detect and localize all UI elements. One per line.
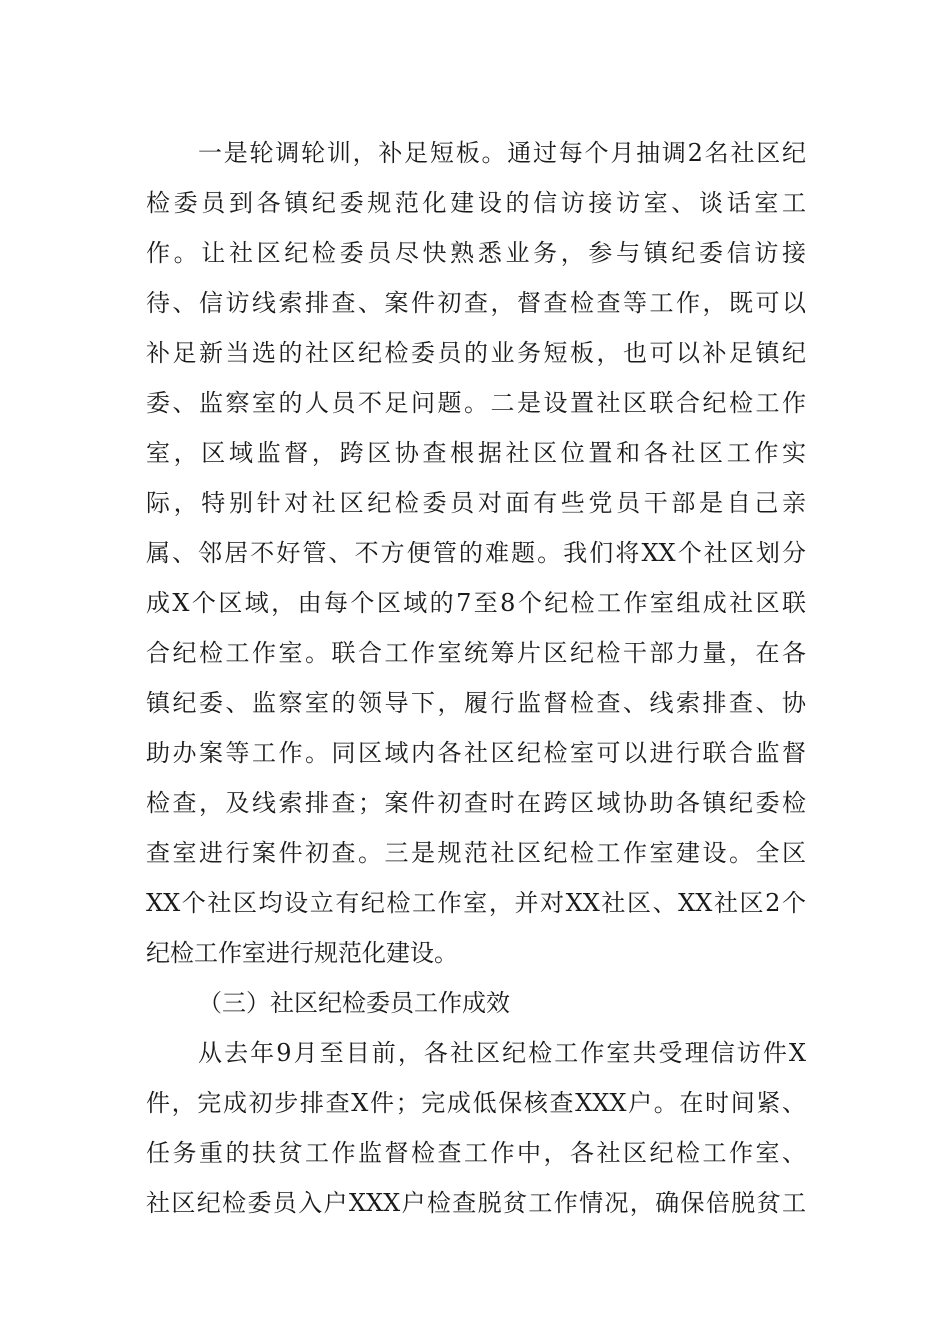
paragraph-1-line: 际，特别针对社区纪检委员对面有些党员干部是自己亲 (146, 489, 806, 517)
paragraph-1-line: 检查，及线索排查；案件初查时在跨区域协助各镇纪委检 (146, 789, 806, 817)
paragraph-1-line: 查室进行案件初查。三是规范社区纪检工作室建设。全区 (146, 839, 806, 867)
paragraph-1-line: 成X个区域，由每个区域的7至8个纪检工作室组成社区联 (146, 589, 806, 617)
paragraph-1-line: 委、监察室的人员不足问题。二是设置社区联合纪检工作 (146, 389, 806, 417)
paragraph-1-line: 补足新当选的社区纪检委员的业务短板，也可以补足镇纪 (146, 339, 806, 367)
paragraph-2-line: 任务重的扶贫工作监督检查工作中，各社区纪检工作室、 (146, 1139, 806, 1167)
paragraph-1-line: 待、信访线索排查、案件初查，督查检查等工作，既可以 (146, 289, 806, 317)
paragraph-1-line: XX个社区均设立有纪检工作室，并对XX社区、XX社区2个 (146, 889, 806, 917)
paragraph-2-line: 社区纪检委员入户XXX户检查脱贫工作情况，确保倍脱贫工 (146, 1189, 806, 1217)
paragraph-2-line: 件，完成初步排查X件；完成低保核查XXX户。在时间紧、 (146, 1089, 806, 1117)
paragraph-2-line: 从去年9月至目前，各社区纪检工作室共受理信访件X (198, 1039, 806, 1067)
paragraph-1-line: 作。让社区纪检委员尽快熟悉业务，参与镇纪委信访接 (146, 239, 806, 267)
paragraph-1-line: 室，区域监督，跨区协查根据社区位置和各社区工作实 (146, 439, 806, 467)
paragraph-1-line: 合纪检工作室。联合工作室统筹片区纪检干部力量，在各 (146, 639, 806, 667)
paragraph-1-line: 检委员到各镇纪委规范化建设的信访接访室、谈话室工 (146, 189, 806, 217)
paragraph-1-line: 镇纪委、监察室的领导下，履行监督检查、线索排查、协 (146, 689, 806, 717)
paragraph-1-line: 一是轮调轮训，补足短板。通过每个月抽调2名社区纪 (198, 139, 806, 167)
paragraph-1-line: 助办案等工作。同区域内各社区纪检室可以进行联合监督 (146, 739, 806, 767)
paragraph-1-line: 纪检工作室进行规范化建设。 (146, 939, 458, 967)
paragraph-1-line: 属、邻居不好管、不方便管的难题。我们将XX个社区划分 (146, 539, 806, 567)
section-heading: （三）社区纪检委员工作成效 (198, 989, 510, 1017)
